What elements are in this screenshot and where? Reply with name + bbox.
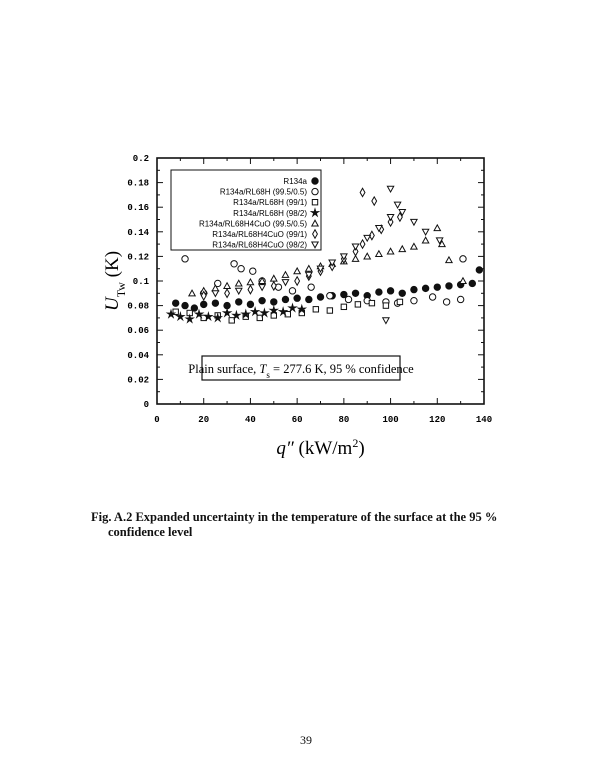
data-point — [212, 291, 218, 297]
data-point — [259, 285, 265, 291]
legend-marker — [312, 188, 318, 194]
legend-label: R134a/RL68H (99.5/0.5) — [219, 187, 307, 197]
data-point — [327, 293, 333, 299]
data-point — [229, 318, 234, 323]
data-point — [399, 246, 405, 252]
y-tick-label: 0.04 — [127, 350, 149, 361]
legend-marker — [312, 200, 317, 205]
y-tick-label: 0.08 — [127, 301, 149, 312]
data-point — [248, 285, 253, 293]
figure-caption — [91, 510, 541, 540]
x-axis-title: q″ $(kW/m^2)$ — [276, 436, 365, 459]
data-point — [186, 315, 193, 322]
data-point — [411, 286, 417, 292]
data-point — [397, 299, 402, 304]
data-point — [341, 304, 346, 309]
caption-line-2: confidence level — [108, 525, 193, 539]
data-point — [446, 257, 452, 263]
data-point — [411, 243, 417, 249]
data-point — [308, 284, 314, 290]
data-point — [443, 299, 449, 305]
data-point — [422, 229, 428, 235]
y-tick-label: 0.02 — [127, 375, 149, 386]
data-point — [259, 297, 265, 303]
x-tick-label: 60 — [291, 415, 303, 425]
data-point — [387, 214, 393, 220]
data-point — [306, 296, 312, 302]
data-point — [236, 299, 242, 305]
y-axis-title: $U_{Tw}$ (K) — [102, 250, 128, 312]
data-point — [476, 267, 482, 273]
data-point — [394, 202, 400, 208]
x-tick-label: 140 — [475, 415, 493, 425]
y-tick-label: 0 — [143, 400, 149, 410]
data-point — [294, 295, 300, 301]
data-point — [189, 290, 195, 296]
data-point — [446, 283, 452, 289]
data-point — [383, 303, 388, 308]
data-point — [224, 309, 231, 316]
y-tick-label: 0.1 — [132, 277, 149, 287]
y-tick-label: 0.06 — [127, 326, 149, 337]
data-point — [460, 256, 466, 262]
data-point — [285, 312, 290, 317]
data-point — [212, 300, 218, 306]
data-point — [352, 244, 358, 250]
data-point — [250, 268, 256, 274]
x-tick-label: 100 — [382, 415, 399, 425]
data-point — [317, 294, 323, 300]
data-point — [429, 294, 435, 300]
data-point — [172, 300, 178, 306]
data-point — [271, 275, 277, 281]
data-point — [236, 280, 242, 286]
data-point — [411, 219, 417, 225]
data-point — [294, 268, 300, 274]
data-point — [399, 290, 405, 296]
data-point — [247, 301, 253, 307]
data-point — [289, 288, 295, 294]
data-point — [369, 300, 374, 305]
data-point — [355, 302, 360, 307]
legend-label: R134a/RL68H4CuO (98/2) — [212, 240, 307, 250]
data-point — [252, 308, 259, 315]
y-tick-label: 0.16 — [127, 203, 149, 214]
figure-label: Fig. A.2 — [91, 510, 133, 524]
y-tick-label: 0.2 — [132, 154, 149, 164]
data-point — [364, 253, 370, 259]
data-point — [306, 266, 312, 272]
data-point — [422, 237, 428, 243]
y-tick-label: 0.18 — [127, 178, 149, 189]
data-point — [387, 186, 393, 192]
data-point — [289, 304, 296, 311]
data-point — [364, 235, 370, 241]
series-1 — [172, 267, 482, 312]
data-point — [327, 308, 332, 313]
x-tick-label: 20 — [198, 415, 210, 425]
data-point — [434, 284, 440, 290]
legend-marker — [312, 178, 318, 184]
data-point — [434, 225, 440, 231]
legend — [171, 170, 321, 250]
data-point — [236, 288, 242, 294]
data-point — [460, 278, 466, 284]
legend-label: R134a/RL68H4CuO (99.5/0.5) — [198, 219, 307, 229]
x-tick-label: 80 — [338, 415, 350, 425]
data-point — [295, 277, 300, 285]
data-point — [182, 302, 188, 308]
data-point — [376, 251, 382, 257]
data-point — [345, 296, 351, 302]
data-point — [376, 289, 382, 295]
data-point — [182, 256, 188, 262]
data-point — [225, 289, 230, 297]
legend-label: R134a/RL68H (99/1) — [233, 198, 307, 208]
page-number: 39 — [300, 733, 312, 747]
data-point — [282, 272, 288, 278]
data-point — [257, 315, 262, 320]
data-point — [372, 197, 377, 205]
data-point — [422, 285, 428, 291]
data-point — [224, 283, 230, 289]
data-point — [275, 284, 281, 290]
data-point — [238, 266, 244, 272]
legend-label: R134a/RL68H4CuO (99/1) — [212, 230, 307, 239]
x-tick-label: 40 — [245, 415, 256, 425]
data-point — [313, 307, 318, 312]
data-point — [360, 240, 365, 248]
data-point — [201, 301, 207, 307]
data-point — [282, 296, 288, 302]
data-point — [282, 280, 288, 286]
x-tick-label: 0 — [154, 415, 160, 425]
y-tick-label: 0.12 — [127, 252, 149, 263]
series-2 — [182, 256, 466, 307]
y-tick-label: 0.14 — [127, 227, 149, 238]
x-tick-label: 120 — [429, 415, 446, 425]
data-point — [457, 296, 463, 302]
data-point — [352, 290, 358, 296]
legend-label: R134a/RL68H (98/2) — [233, 208, 307, 218]
data-point — [387, 248, 393, 254]
annotation-text: Plain surface, $T_s = 277.6$ K, 95 % confidence — [188, 362, 414, 380]
data-point — [247, 279, 253, 285]
data-point — [387, 288, 393, 294]
data-point — [360, 188, 365, 196]
caption-line-1: Expanded uncertainty in the temperature of the surface at the 95 % — [132, 510, 498, 524]
data-point — [469, 280, 475, 286]
data-point — [231, 261, 237, 267]
annotation — [188, 356, 414, 380]
legend-label: R134a — [283, 177, 307, 186]
data-point — [411, 297, 417, 303]
data-point — [383, 318, 389, 324]
data-point — [271, 299, 277, 305]
